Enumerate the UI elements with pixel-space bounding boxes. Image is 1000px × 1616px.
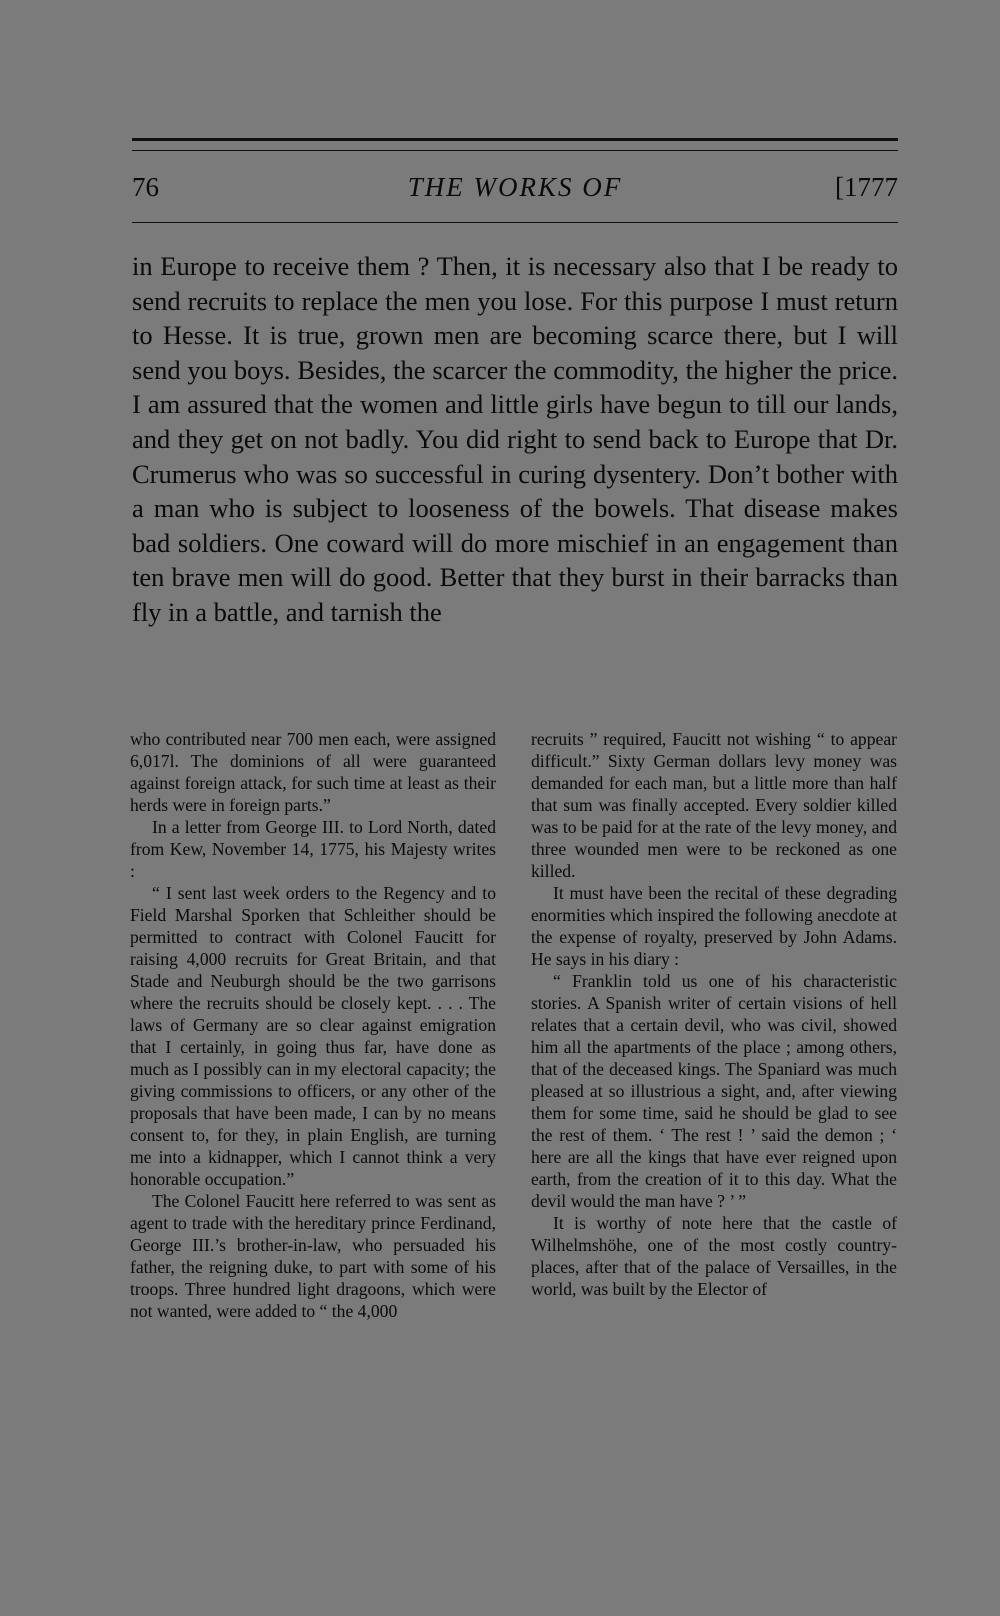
running-title: THE WORKS OF xyxy=(407,172,623,202)
main-body-text: in Europe to receive them ? Then, it is necessary also that I be ready to send recruits to replace the men you lose. For this purpose I must return to Hesse. It is true, grown men are becoming scarce there, but I will send you boys. Besides, the scarcer the commodity, the higher the price. I am assured that the women and little girls have begun to till our lands, and they get on not badly. You did right to send back to Europe that Dr. Crumerus who was so successful in curing dysentery. Don’t bother with a man who is subject to looseness of the bowels. That disease makes bad soldiers. One coward will do more mischief in an engagement than ten brave men will do good. Better that they burst in their barracks than fly in a battle, and tarnish the xyxy=(132,251,898,627)
footnote-paragraph: It must have been the recital of these degrading enormities which inspired the following anecdote at the expense of royalty, preserved by John Adams. He says in his diary : xyxy=(531,883,897,969)
footnote-paragraph: The Colonel Faucitt here referred to was sent as agent to trade with the hereditary prince Ferdinand, George III.’s brother-in-law, who persuaded his father, the reigning duke, to part with some of his troops. Three hundred light dragoons, which were not wanted, were added to “ the 4,000 xyxy=(130,1191,496,1321)
running-head xyxy=(132,168,898,208)
footnote-column-right xyxy=(531,728,897,1300)
footnote-paragraph: who contributed near 700 men each, were assigned 6,017l. The dominions of all were guaranteed against foreign attack, for such time at least as their herds were in foreign parts.” xyxy=(130,729,496,815)
header-rule xyxy=(132,222,898,223)
footnote-column-left xyxy=(130,728,496,1322)
page-number: 76 xyxy=(132,172,159,202)
footnote-paragraph: It is worthy of note here that the castle of Wilhelmshöhe, one of the most costly country-places, after that of the palace of Versailles, in the world, was built by the Elector of xyxy=(531,1213,897,1299)
footnote-quote: “ I sent last week orders to the Regency and to Field Marshal Sporken that Schleither should be permitted to contract with Colonel Faucitt for raising 4,000 recruits for Great Britain, and that Stade and Neuburgh should be the two garrisons where the recruits should be closely kept. . . . The laws of Germany are so clear against emigration that I certainly, in going thus far, have done as much as I possibly can in my electoral capacity; the giving commissions to officers, or any other of the proposals that have been made, I can by no means consent to, for they, in plain English, are turning me into a kidnapper, which I cannot think a very honorable occupation.” xyxy=(130,883,496,1189)
footnote-quote: “ Franklin told us one of his characteristic stories. A Spanish writer of certain visions of hell relates that a certain devil, who was civil, showed him all the apartments of the place ; among others, that of the deceased kings. The Spaniard was much pleased at so illustrious a sight, and, after viewing them for some time, said he should be glad to see the rest of them. ‘ The rest ! ’ said the demon ; ‘ here are all the kings that have ever reigned upon earth, from the creation of it to this day. What the devil would the man have ? ’ ” xyxy=(531,971,897,1211)
footnote-paragraph: recruits ” required, Faucitt not wishing “ to appear difficult.” Sixty German dollars levy money was demanded for each man, but a little more than half that sum was finally accepted. Every soldier killed was to be paid for at the rate of the levy money, and three wounded men were to be reckoned as one killed. xyxy=(531,729,897,881)
running-year: [1777 xyxy=(835,172,898,202)
header-double-rule-top xyxy=(132,138,898,141)
footnote-paragraph: In a letter from George III. to Lord North, dated from Kew, November 14, 1775, his Majesty writes : xyxy=(130,817,496,881)
header-double-rule-bottom xyxy=(132,150,898,151)
